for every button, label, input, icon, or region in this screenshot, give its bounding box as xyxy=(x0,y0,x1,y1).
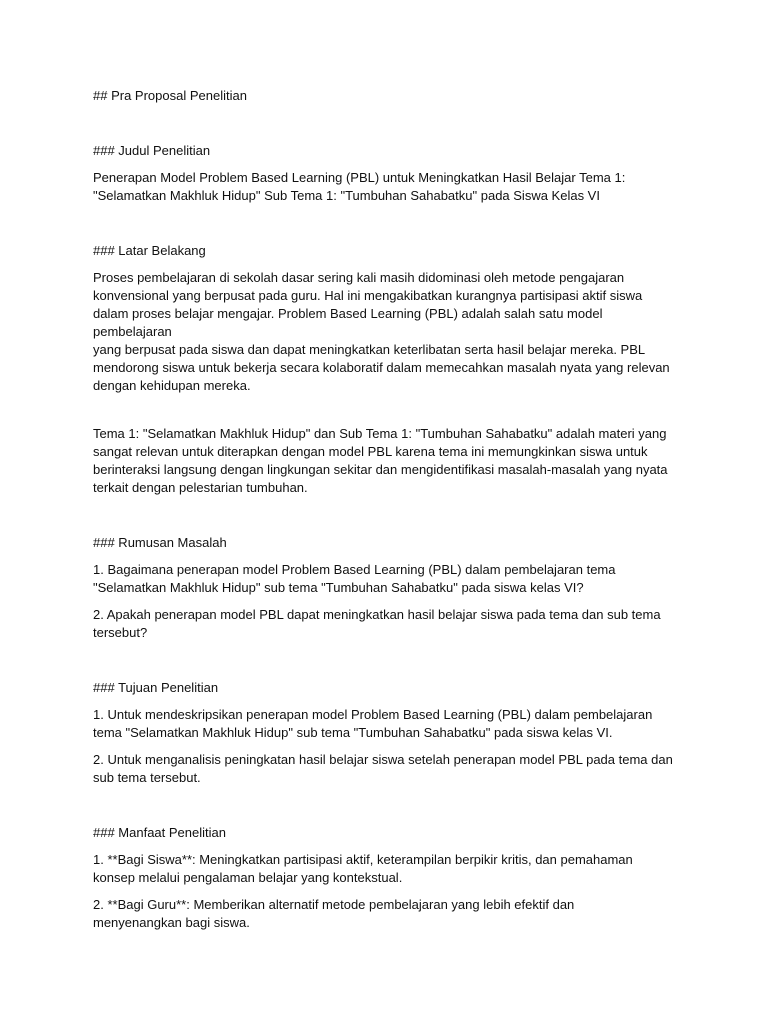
tujuan-item-line: tema "Selamatkan Makhluk Hidup" sub tema "Tumbuhan Sahabatku" pada siswa kelas VI. xyxy=(93,725,613,740)
latar-p1-line: mendorong siswa untuk bekerja secara kolaboratif dalam memecahkan masalah nyata yang relevan xyxy=(93,360,670,375)
tujuan-item-1 xyxy=(93,706,683,742)
latar-p1-line: dalam proses belajar mengajar. Problem Based Learning (PBL) adalah salah satu model pembelajaran xyxy=(93,306,607,339)
judul-line: Penerapan Model Problem Based Learning (PBL) untuk Meningkatkan Hasil Belajar Tema 1: xyxy=(93,170,626,185)
manfaat-item-line: 1. **Bagi Siswa**: Meningkatkan partisipasi aktif, keterampilan berpikir kritis, dan pemahaman xyxy=(93,852,633,867)
section-heading-rumusan-text: ### Rumusan Masalah xyxy=(93,535,227,550)
rumusan-item-line: "Selamatkan Makhluk Hidup" sub tema "Tumbuhan Sahabatku" pada siswa kelas VI? xyxy=(93,580,584,595)
tujuan-item-line: 2. Untuk menganalisis peningkatan hasil belajar siswa setelah penerapan model PBL pada tema dan xyxy=(93,752,673,767)
section-heading-tujuan xyxy=(93,679,683,697)
section-heading-manfaat-text: ### Manfaat Penelitian xyxy=(93,825,226,840)
latar-p1-line: Proses pembelajaran di sekolah dasar sering kali masih didominasi oleh metode pengajaran xyxy=(93,270,625,285)
latar-p2-line: Tema 1: "Selamatkan Makhluk Hidup" dan Sub Tema 1: "Tumbuhan Sahabatku" adalah materi yang xyxy=(93,426,667,441)
latar-paragraph-2 xyxy=(93,425,683,497)
judul-line: "Selamatkan Makhluk Hidup" Sub Tema 1: "Tumbuhan Sahabatku" pada Siswa Kelas VI xyxy=(93,188,600,203)
rumusan-item-1 xyxy=(93,561,683,597)
section-heading-latar xyxy=(93,242,683,260)
manfaat-item-2 xyxy=(93,896,683,932)
latar-p2-line: terkait dengan pelestarian tumbuhan. xyxy=(93,480,308,495)
tujuan-item-line: sub tema tersebut. xyxy=(93,770,201,785)
latar-paragraph-1 xyxy=(93,269,683,395)
document-title-text: ## Pra Proposal Penelitian xyxy=(93,88,247,103)
latar-p2-line: sangat relevan untuk diterapkan dengan model PBL karena tema ini memungkinkan siswa untuk xyxy=(93,444,648,459)
latar-p1-line: dengan kehidupan mereka. xyxy=(93,378,251,393)
rumusan-item-line: tersebut? xyxy=(93,625,148,640)
tujuan-item-line: 1. Untuk mendeskripsikan penerapan model Problem Based Learning (PBL) dalam pembelajaran xyxy=(93,707,653,722)
document-title xyxy=(93,87,683,105)
latar-p1-line: konvensional yang berpusat pada guru. Hal ini mengakibatkan kurangnya partisipasi aktif siswa xyxy=(93,288,643,303)
judul-paragraph xyxy=(93,169,683,205)
latar-p1-line: yang berpusat pada siswa dan dapat meningkatkan keterlibatan serta hasil belajar mereka. PBL xyxy=(93,342,646,357)
manfaat-item-1 xyxy=(93,851,683,887)
section-heading-rumusan xyxy=(93,534,683,552)
manfaat-item-line: 2. **Bagi Guru**: Memberikan alternatif metode pembelajaran yang lebih efektif dan xyxy=(93,897,575,912)
latar-p2-line: berinteraksi langsung dengan lingkungan sekitar dan mengidentifikasi masalah-masalah yang nyata xyxy=(93,462,668,477)
section-heading-judul-text: ### Judul Penelitian xyxy=(93,143,211,158)
section-heading-judul xyxy=(93,142,683,160)
rumusan-item-2 xyxy=(93,606,683,642)
manfaat-item-line: menyenangkan bagi siswa. xyxy=(93,915,250,930)
rumusan-item-line: 2. Apakah penerapan model PBL dapat meningkatkan hasil belajar siswa pada tema dan sub tema xyxy=(93,607,661,622)
manfaat-item-line: konsep melalui pengalaman belajar yang kontekstual. xyxy=(93,870,403,885)
rumusan-item-line: 1. Bagaimana penerapan model Problem Based Learning (PBL) dalam pembelajaran tema xyxy=(93,562,616,577)
section-heading-tujuan-text: ### Tujuan Penelitian xyxy=(93,680,219,695)
tujuan-item-2 xyxy=(93,751,683,787)
section-heading-manfaat xyxy=(93,824,683,842)
section-heading-latar-text: ### Latar Belakang xyxy=(93,243,206,258)
document-content xyxy=(93,87,683,932)
